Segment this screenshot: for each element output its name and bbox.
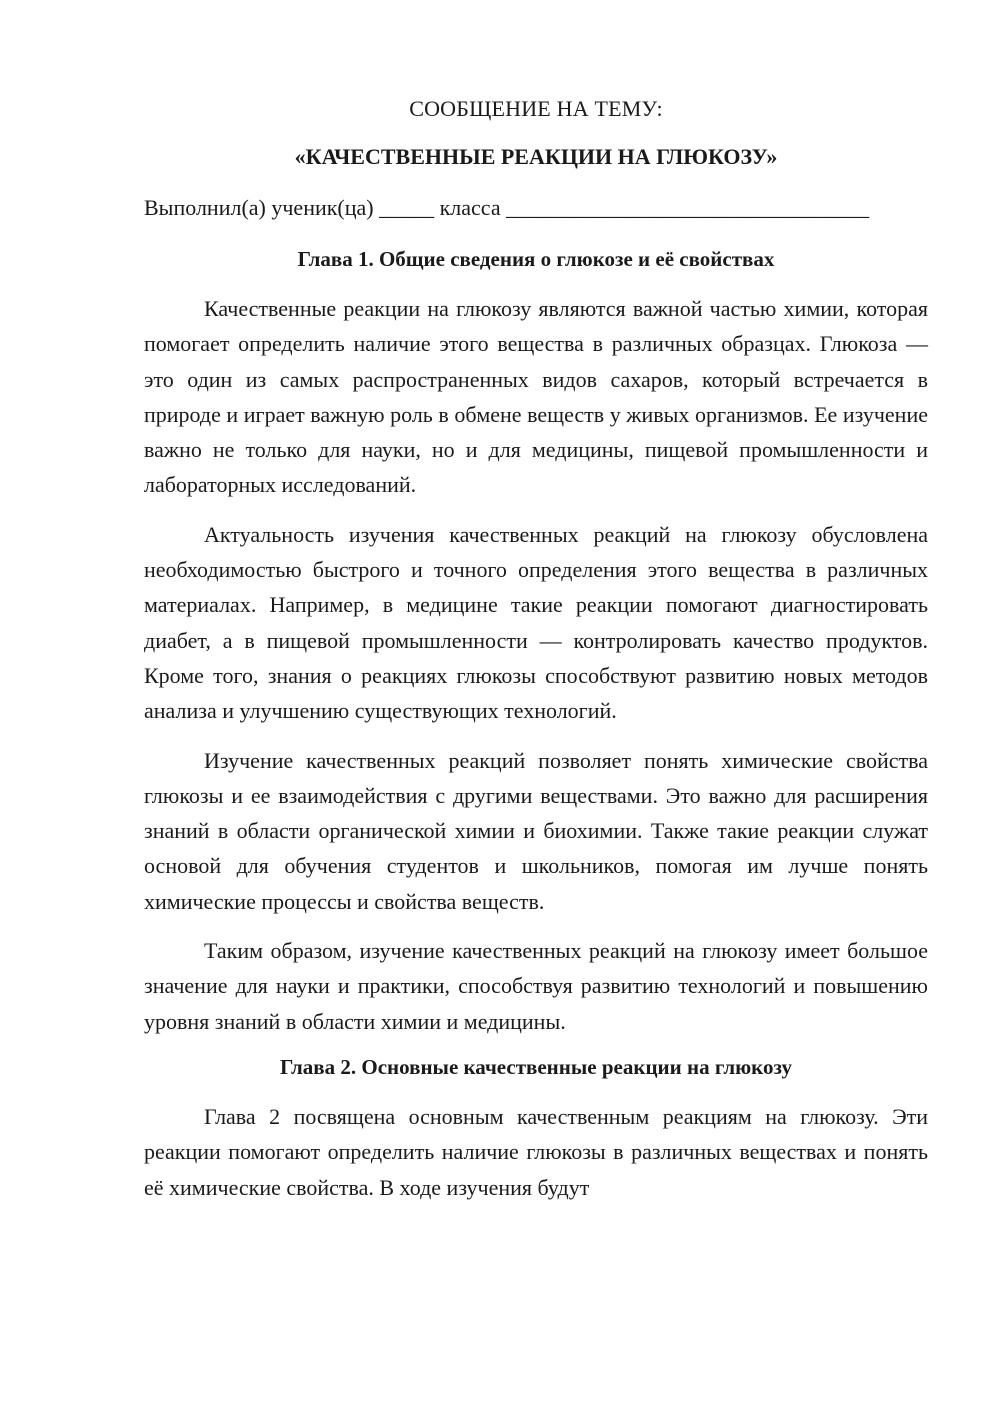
chapter-2-heading: Глава 2. Основные качественные реакции на глюкозу [280,1054,792,1079]
chapter-1-paragraph-4: Таким образом, изучение качественных реакций на глюкозу имеет большое значение для науки и практики, способствуя развитию технологий и повышению уровня знаний в области химии и медицины. [144,938,928,1034]
document-title-line-1: СООБЩЕНИЕ НА ТЕМУ: [409,96,663,121]
author-line: Выполнил(а) ученик(ца) _____ класса _________________________________ [144,195,870,220]
chapter-1-paragraph-1: Качественные реакции на глюкозу являются важной частью химии, которая помогает определить наличие этого вещества в различных образцах. Глюкоза — это один из самых распространенных видов сахаров, который встречается в природе и играет важную роль в обмене веществ у живых организмов. Ее изучение важно не только для науки, но и для медицины, пищевой промышленности и лабораторных исследований. [144,296,928,498]
chapter-1-paragraph-2: Актуальность изучения качественных реакций на глюкозу обусловлена необходимостью быстрого и точного определения этого вещества в различных материалах. Например, в медицине такие реакции помогают диагностировать диабет, а в пищевой промышленности — контролировать качество продуктов. Кроме того, знания о реакциях глюкозы способствуют развитию новых методов анализа и улучшению существующих технологий. [144,521,928,724]
chapter-1-heading: Глава 1. Общие сведения о глюкозе и её свойствах [297,247,775,271]
chapter-1-paragraph-3: Изучение качественных реакций позволяет понять химические свойства глюкозы и ее взаимодействия с другими веществами. Это важно для расширения знаний в области органической химии и биохимии. Также такие реакции служат основой для обучения студентов и школьников, помогая им лучше понять химические процессы и свойства веществ. [144,747,928,914]
document-title-line-2: «КАЧЕСТВЕННЫЕ РЕАКЦИИ НА ГЛЮКОЗУ» [294,144,778,169]
chapter-2-paragraph-1: Глава 2 посвящена основным качественным реакциям на глюкозу. Эти реакции помогают определить наличие глюкозы в различных веществах и понять её химические свойства. В ходе изучения будут [144,1103,928,1200]
document-page [144,95,928,1219]
